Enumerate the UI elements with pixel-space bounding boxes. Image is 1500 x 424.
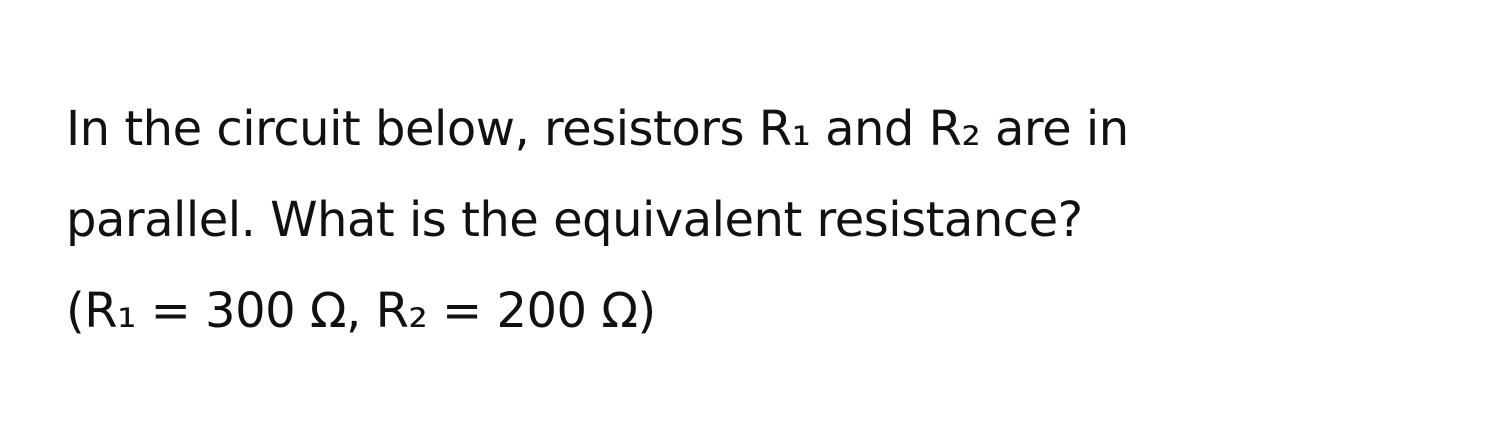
question-line-2: parallel. What is the equivalent resistance? [66, 192, 1083, 248]
question-line-1: In the circuit below, resistors R₁ and R₂ are in [66, 101, 1129, 157]
question-line-3: (R₁ = 300 Ω, R₂ = 200 Ω) [66, 283, 656, 339]
question-text [66, 84, 1466, 357]
